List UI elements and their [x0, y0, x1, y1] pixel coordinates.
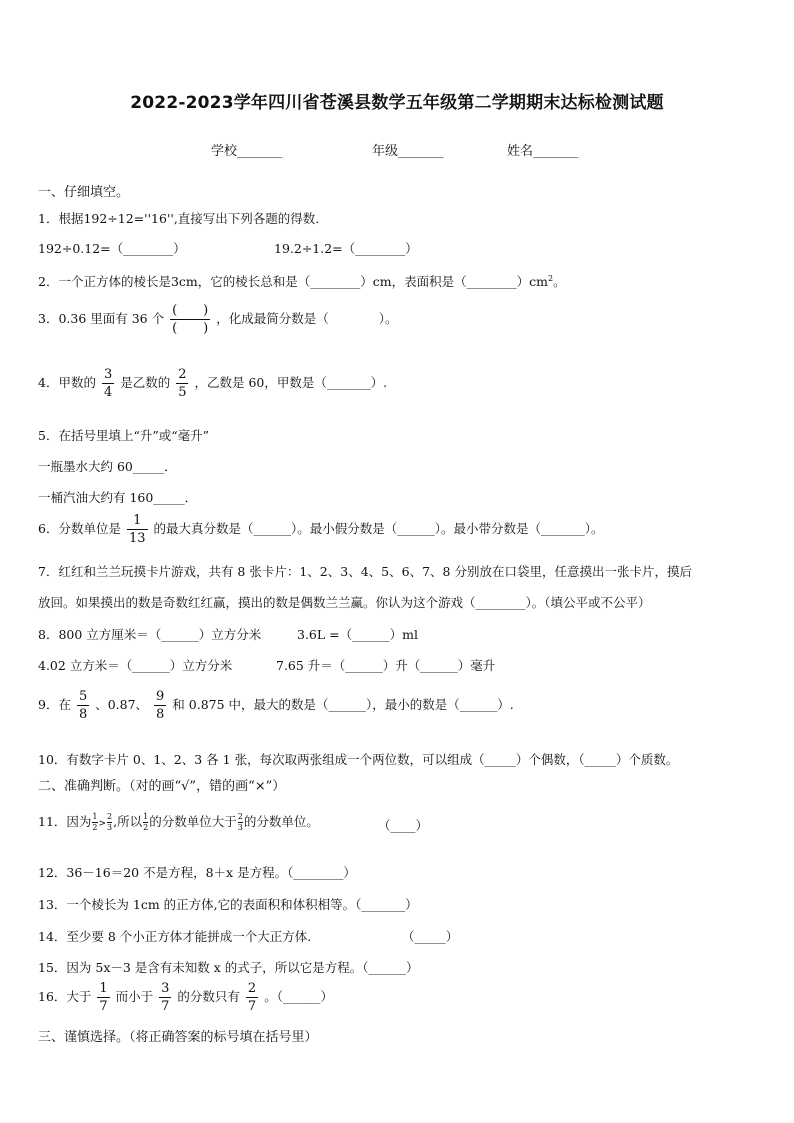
question-11-text-3: 的分数单位大于 — [149, 814, 237, 829]
question-5-stem: 5．在括号里填上“升”或“毫升” — [38, 428, 210, 443]
question-2-superscript: 2 — [547, 273, 554, 283]
question-7-line-1: 7．红红和兰兰玩摸卡片游戏，共有 8 张卡片：1、2、3、4、5、6、7、8 分别放在口袋里，任意摸出一张卡片，摸后 — [38, 564, 692, 579]
name-label: 姓名 — [507, 144, 534, 159]
question-11-text: 11．因为 — [38, 814, 92, 829]
question-4 — [38, 368, 387, 399]
question-16-text-2: 而小于 — [115, 989, 154, 1004]
question-2-end: 。 — [553, 274, 566, 289]
section-2-heading: 二、准确判断。（对的画“√”，错的画“×”） — [38, 779, 286, 794]
question-11-answer-paren: （____） — [378, 818, 429, 833]
question-4-text-2: 是乙数的 — [120, 375, 171, 390]
question-4-fraction-2 — [176, 368, 188, 399]
name-blank: _______ — [533, 144, 579, 159]
question-9 — [38, 690, 514, 721]
school-label: 学校 — [211, 144, 238, 159]
fraction-numerator: 5 — [78, 689, 88, 704]
question-7-line-2: 放回。如果摸出的数是奇数红红赢，摸出的数是偶数兰兰赢。你认为这个游戏（________）。（填公平或不公平） — [38, 595, 651, 610]
question-1-stem: 1．根据192÷12=''16'',直接写出下列各题的得数. — [38, 211, 320, 226]
question-3-text-end: ，化成最简分数是（ ）。 — [216, 311, 398, 326]
question-8-line-1b: 3.6L =（______）ml — [297, 627, 418, 642]
fraction-bar — [159, 997, 171, 998]
question-14: 14．至少要 8 个小正方体才能拼成一个大正方体. — [38, 929, 312, 944]
question-4-text: 4．甲数的 — [38, 375, 96, 390]
question-11-text-4: 的分数单位。 — [243, 814, 319, 829]
fraction-bar — [170, 319, 210, 320]
fraction-denominator: 8 — [78, 707, 88, 722]
question-4-fraction-1 — [102, 368, 114, 399]
question-3 — [38, 304, 398, 335]
question-16-text: 16．大于 — [38, 989, 92, 1004]
question-2-text: 2．一个正方体的棱长是3cm，它的棱长总和是（________）cm，表面积是（________）cm — [38, 274, 548, 289]
question-9-fraction-1 — [77, 690, 89, 721]
question-16-fraction-2 — [159, 982, 171, 1013]
question-11-fraction-b — [107, 813, 112, 832]
question-3-blank-fraction — [170, 304, 210, 335]
fraction-denominator: 2 — [92, 823, 98, 832]
question-16-fraction-3 — [246, 982, 258, 1013]
name-field — [507, 140, 579, 159]
question-11-fraction-c — [143, 813, 148, 832]
fraction-denominator: 7 — [247, 999, 257, 1014]
question-4-text-3: ，乙数是 60，甲数是（_______）. — [194, 375, 388, 390]
fraction-bar — [77, 705, 89, 706]
fraction-denominator: 7 — [161, 999, 170, 1014]
question-2 — [38, 272, 566, 290]
fraction-bar — [97, 997, 109, 998]
fraction-numerator: 1 — [99, 981, 108, 996]
question-11-fraction-d — [238, 813, 243, 832]
question-13: 13．一个棱长为 1cm 的正方体,它的表面积和体积相等。（_______） — [38, 897, 418, 912]
fraction-denominator: 4 — [103, 385, 113, 400]
greater-than-sign: > — [98, 819, 107, 829]
fraction-numerator: 3 — [161, 981, 170, 996]
question-6-fraction — [127, 514, 148, 545]
question-11 — [38, 812, 319, 832]
fraction-numerator: 3 — [103, 367, 113, 382]
grade-blank: _______ — [398, 144, 444, 159]
fraction-denominator: 3 — [237, 823, 243, 832]
question-5-b: 一桶汽油大约有 160_____． — [38, 490, 198, 505]
question-12: 12．36－16＝20 不是方程，8＋x 是方程。（________） — [38, 865, 356, 880]
question-9-text-3: 和 0.875 中，最大的数是（______），最小的数是（______）. — [172, 697, 514, 712]
question-9-text-2: 、0.87、 — [95, 697, 149, 712]
fraction-bar — [154, 705, 166, 706]
question-9-text: 9．在 — [38, 697, 71, 712]
fraction-numerator: 2 — [237, 812, 243, 821]
fraction-denominator: 13 — [128, 531, 146, 546]
fraction-denominator: 3 — [107, 823, 113, 832]
question-16 — [38, 982, 333, 1013]
question-15: 15．因为 5x－3 是含有未知数 x 的式子，所以它是方程。（______） — [38, 960, 419, 975]
question-3-text: 3．0.36 里面有 36 个 — [38, 311, 165, 326]
grade-field — [372, 140, 444, 159]
grade-label: 年级 — [372, 144, 399, 159]
question-8-line-1a: 8．800 立方厘米＝（______）立方分米 — [38, 627, 262, 642]
question-9-fraction-2 — [154, 690, 166, 721]
question-16-text-3: 的分数只有 — [177, 989, 240, 1004]
fraction-denominator: 8 — [156, 707, 165, 722]
question-6 — [38, 514, 604, 545]
question-6-text: 6．分数单位是 — [38, 521, 121, 536]
fraction-denominator: 2 — [143, 823, 149, 832]
fraction-denominator: 5 — [178, 385, 187, 400]
question-8-line-2a: 4.02 立方米＝（______）立方分米 — [38, 658, 233, 673]
school-field — [211, 140, 283, 159]
fraction-bar — [246, 997, 258, 998]
fraction-bar — [127, 529, 148, 530]
question-1-b: 19.2÷1.2=（________） — [274, 241, 418, 256]
question-5-a: 一瓶墨水大约 60_____． — [38, 459, 177, 474]
fraction-numerator: 1 — [143, 812, 149, 821]
fraction-numerator: 2 — [178, 367, 187, 382]
question-16-text-4: 。（______） — [264, 989, 333, 1004]
fraction-numerator: 9 — [156, 689, 165, 704]
section-3-heading: 三、谨慎选择。（将正确答案的标号填在括号里） — [38, 1030, 318, 1045]
fraction-numerator: 2 — [247, 981, 257, 996]
question-16-fraction-1 — [97, 982, 109, 1013]
fraction-bar — [102, 383, 114, 384]
question-10: 10．有数字卡片 0、1、2、3 各 1 张，每次取两张组成一个两位数，可以组成（_____）个偶数，（_____）个质数。 — [38, 752, 679, 767]
fraction-denominator: ( ) — [172, 321, 209, 336]
fraction-denominator: 7 — [99, 999, 108, 1014]
question-8-line-2b: 7.65 升＝（______）升（______）毫升 — [276, 658, 496, 673]
question-11-fraction-a — [92, 813, 97, 832]
fraction-numerator: 1 — [133, 513, 142, 528]
fraction-numerator: 1 — [92, 812, 98, 821]
question-1-a: 192÷0.12=（________） — [38, 241, 186, 256]
section-1-heading: 一、仔细填空。 — [38, 185, 130, 200]
question-11-text-2: ,所以 — [113, 814, 143, 829]
fraction-numerator: ( ) — [172, 303, 209, 318]
question-14-answer-paren: （_____） — [402, 929, 459, 944]
fraction-bar — [176, 383, 188, 384]
page-title: 2022-2023学年四川省苍溪县数学五年级第二学期期末达标检测试题 — [130, 93, 664, 113]
fraction-numerator: 2 — [107, 812, 113, 821]
question-6-text-2: 的最大真分数是（______）。最小假分数是（______）。最小带分数是（_______）。 — [153, 521, 604, 536]
school-blank: _______ — [237, 144, 283, 159]
